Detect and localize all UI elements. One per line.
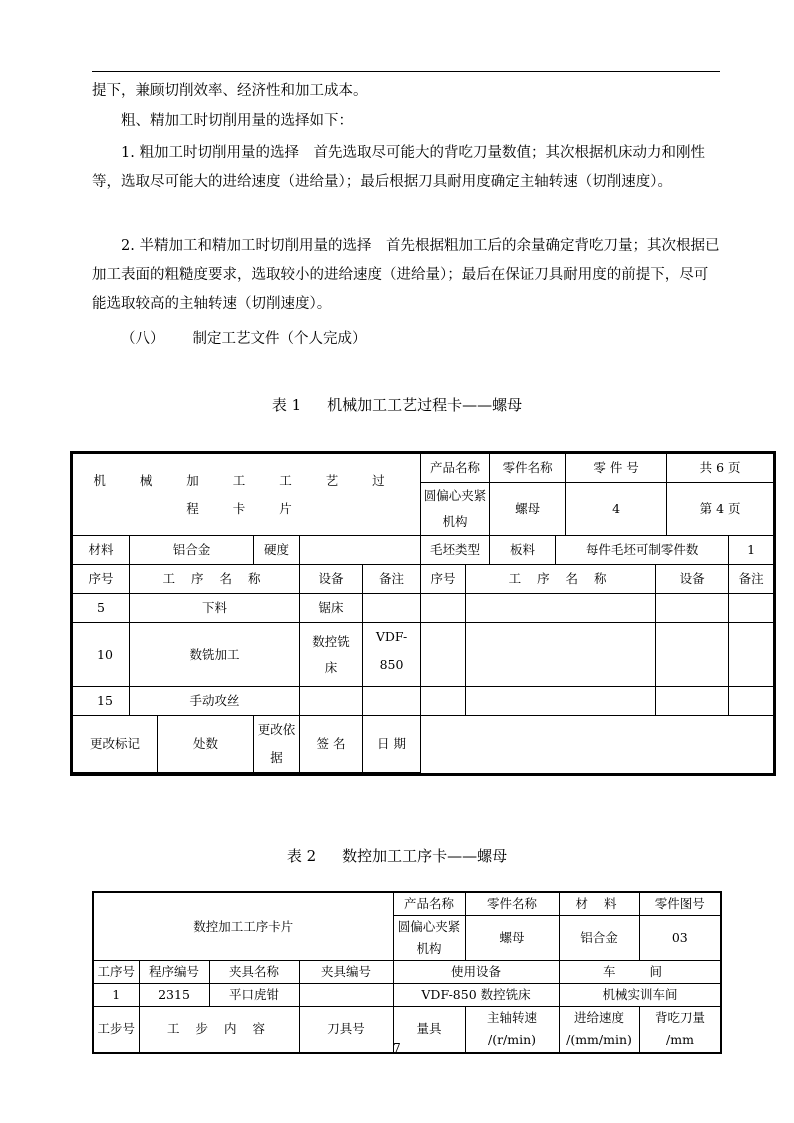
row-equipment: 数控铣床 <box>300 623 363 687</box>
tool-no-header: 刀具号 <box>299 1007 393 1053</box>
fixture-name: 平口虎钳 <box>209 984 299 1007</box>
row-equipment: 锯床 <box>300 594 363 623</box>
page-of: 第 4 页 <box>667 483 775 536</box>
fixture-no <box>299 984 393 1007</box>
blank-type-value: 板料 <box>490 536 556 565</box>
op-no: 1 <box>93 984 139 1007</box>
fixture-name-header: 夹具名称 <box>209 961 299 984</box>
part-number: 4 <box>566 483 667 536</box>
hardness-label: 硬度 <box>254 536 300 565</box>
step-content-header: 工 步 内 容 <box>139 1007 299 1053</box>
gauge-header: 量具 <box>393 1007 465 1053</box>
hardness-value <box>300 536 421 565</box>
step-no-header: 工步号 <box>93 1007 139 1053</box>
table2-caption-number: 表 2 <box>286 847 317 865</box>
per-blank-value: 1 <box>729 536 775 565</box>
paragraph-intro: 粗、精加工时切削用量的选择如下： <box>121 113 353 129</box>
spindle-speed-header: 主轴转速 /(r/min) <box>465 1007 559 1053</box>
feed-rate-header: 进给速度 /(mm/min) <box>559 1007 639 1053</box>
signature-label: 签 名 <box>300 716 363 773</box>
table1-caption-text: 机械加工工艺过程卡——螺母 <box>327 396 523 414</box>
equipment-header: 设备 <box>300 565 363 594</box>
product-name: 圆偏心夹紧机构 <box>421 483 490 536</box>
product-name-header: 产品名称 <box>421 453 490 483</box>
row-seq: 15 <box>72 687 130 716</box>
nc-drawing-header: 零件图号 <box>639 892 721 916</box>
per-blank-label: 每件毛坯可制零件数 <box>556 536 729 565</box>
cut-depth-header: 背吃刀量 /mm <box>639 1007 721 1053</box>
operation-header: 工 序 名 称 <box>130 565 300 594</box>
row-note: VDF-850 <box>363 623 421 687</box>
row-note <box>363 594 421 623</box>
nc-part-name: 螺母 <box>465 916 559 961</box>
page-number: 7 <box>393 1041 401 1055</box>
process-card-table <box>70 451 776 776</box>
table1-caption <box>0 394 794 415</box>
operation-header-2: 工 序 名 称 <box>466 565 656 594</box>
total-pages: 共 6 页 <box>667 453 775 483</box>
part-number-header: 零 件 号 <box>566 453 667 483</box>
paragraph-finish: 2. 半精加工和精加工时切削用量的选择 首先根据粗加工后的余量确定背吃刀量；其次根据已加工表面的粗糙度要求，选取较小的进给速度（进给量）；最后在保证刀具耐用度的前提下，尽可能选取较高的主轴转速（切削速度）。 <box>92 238 720 312</box>
section-title: 制定工艺文件（个人完成） <box>192 331 367 347</box>
seq-header-2: 序号 <box>421 565 466 594</box>
row-note <box>363 687 421 716</box>
seq-header: 序号 <box>72 565 130 594</box>
nc-product: 圆偏心夹紧机构 <box>393 916 465 961</box>
prog-no-header: 程序编号 <box>139 961 209 984</box>
nc-part-name-header: 零件名称 <box>465 892 559 916</box>
section-heading <box>121 325 521 354</box>
equipment: VDF-850 数控铣床 <box>393 984 559 1007</box>
paragraph-continuation: 提下，兼顾切削效率、经济性和加工成本。 <box>92 83 368 99</box>
equipment-header-2: 设备 <box>656 565 729 594</box>
table2-caption-text: 数控加工工序卡——螺母 <box>342 847 508 865</box>
change-count-label: 处数 <box>158 716 254 773</box>
table-row <box>72 594 775 623</box>
material-value: 铝合金 <box>130 536 254 565</box>
row-operation: 下料 <box>130 594 300 623</box>
nc-drawing: 03 <box>639 916 721 961</box>
equipment-header: 使用设备 <box>393 961 559 984</box>
table2-caption <box>0 845 794 866</box>
change-basis-label: 更改依据 <box>254 716 300 773</box>
row-seq: 10 <box>72 623 130 687</box>
note-header: 备注 <box>363 565 421 594</box>
part-name-header: 零件名称 <box>490 453 566 483</box>
row-operation: 手动攻丝 <box>130 687 300 716</box>
part-name: 螺母 <box>490 483 566 536</box>
date-label: 日 期 <box>363 716 421 773</box>
blank-type-label: 毛坯类型 <box>421 536 490 565</box>
section-number: （八） <box>121 331 165 347</box>
workshop-header: 车 间 <box>559 961 721 984</box>
row-equipment <box>300 687 363 716</box>
prog-no: 2315 <box>139 984 209 1007</box>
table-row <box>72 687 775 716</box>
card-title: 机 械 加 工 工 艺 过 程 卡 片 <box>72 453 421 536</box>
change-mark-label: 更改标记 <box>72 716 158 773</box>
nc-operation-card-table <box>92 891 722 1054</box>
nc-card-title: 数控加工工序卡片 <box>93 892 393 961</box>
op-no-header: 工序号 <box>93 961 139 984</box>
material-label: 材料 <box>72 536 130 565</box>
nc-material-header: 材 料 <box>559 892 639 916</box>
paragraph-rough: 1. 粗加工时切削用量的选择 首先选取尽可能大的背吃刀量数值；其次根据机床动力和刚性等，选取尽可能大的进给速度（进给量）；最后根据刀具耐用度确定主轴转速（切削速度）。 <box>92 145 705 190</box>
row-operation: 数铣加工 <box>130 623 300 687</box>
row-seq: 5 <box>72 594 130 623</box>
workshop: 机械实训车间 <box>559 984 721 1007</box>
table-row <box>72 623 775 687</box>
nc-product-header: 产品名称 <box>393 892 465 916</box>
note-header-2: 备注 <box>729 565 775 594</box>
nc-material: 铝合金 <box>559 916 639 961</box>
fixture-no-header: 夹具编号 <box>299 961 393 984</box>
header-rule <box>92 71 720 72</box>
table1-caption-number: 表 1 <box>271 396 302 414</box>
